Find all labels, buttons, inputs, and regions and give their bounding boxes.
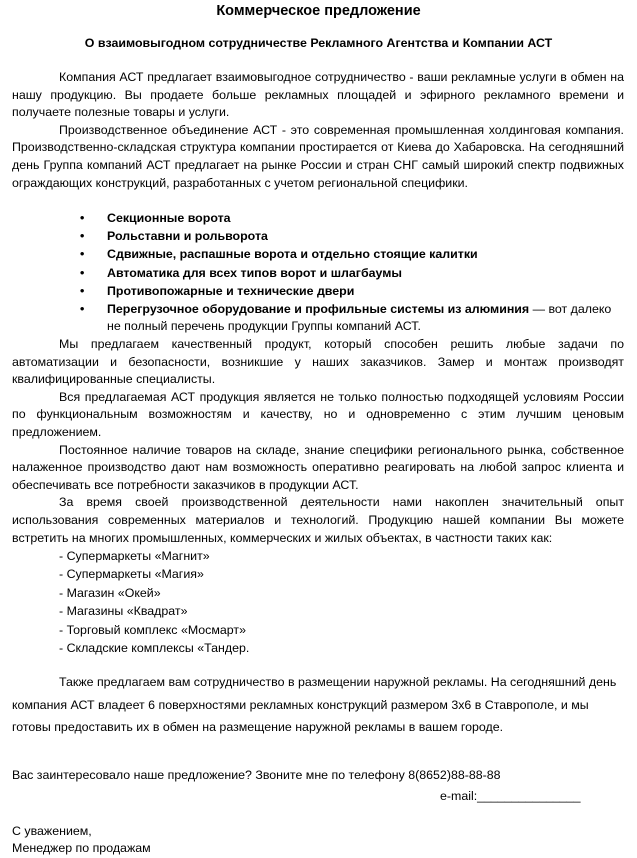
contact-email-line: e-mail:_______________ [440, 789, 581, 803]
bullet-icon: • [80, 265, 85, 280]
body-section [12, 336, 624, 547]
product-item: • Противопожарные и технические двери [12, 282, 624, 300]
product-item: • Сдвижные, распашные ворота и отдельно стоящие калитки [12, 245, 624, 263]
bullet-icon: • [80, 229, 85, 244]
intro-paragraph-2: Производственное объединение АСТ - это современная промышленная холдинговая компания. Производственно-складская структура компании простирается от Киева до Хабаровска. На сегодняшний день Группа компаний АСТ предлагает на рынке России и стран СНГ самый широкий спектр подвижных ограждающих конструкций, разработанных с учетом региональной специфики. [12, 122, 624, 190]
bullet-icon: • [80, 247, 85, 262]
bullet-icon: • [80, 283, 85, 298]
product-item: • Секционные ворота [12, 209, 624, 227]
signature-position: Менеджер по продажам [12, 841, 151, 855]
product-list [12, 209, 624, 318]
document-title: Коммерческое предложение [216, 3, 421, 19]
client-item: - Супермаркеты «Магия» [59, 567, 204, 582]
product-list-tail: — вот далеко [529, 302, 612, 317]
bullet-icon: • [80, 302, 85, 317]
signature-regards: С уважением, [12, 824, 92, 838]
bullet-icon: • [80, 211, 85, 225]
body-paragraph-4: Вся предлагаемая АСТ продукция является не только полностью подходящей условиям России по функциональным возможностям и качеству, но и одновременно с этим лучшим ценовым предложением. [12, 389, 624, 439]
outdoor-advertising-paragraph: Также предлагаем вам сотрудничество в размещении наружной рекламы. На сегодняшний день компания АСТ владеет 6 поверхностями рекламных конструкций размером 3х6 в Ставрополе, и мы готовы предоставить их в обмен на размещение наружной рекламы в вашем городе. [12, 675, 617, 734]
intro-paragraph-1: Компания АСТ предлагает взаимовыгодное сотрудничество - ваши рекламные услуги в обмен на нашу продукцию. Вы продаете больше рекламных площадей и эфирного рекламного времени и получаете полезные товары и услуги. [12, 70, 624, 120]
product-item: • Перегрузочное оборудование и профильные системы из алюминия — вот далеко [12, 300, 624, 318]
document-subtitle: О взаимовыгодном сотрудничестве Рекламного Агентства и Компании АСТ [84, 36, 553, 50]
client-item: - Супермаркеты «Магнит» [59, 549, 210, 563]
intro-section [12, 69, 624, 192]
client-list [59, 547, 249, 657]
body-paragraph-3: Мы предлагаем качественный продукт, который способен решить любые задачи по автоматизации и безопасности, возникшие у наших заказчиков. Замер и монтаж производят квалифицированные специалисты. [12, 337, 624, 387]
body-paragraph-5: Постоянное наличие товаров на складе, знание специфики регионального рынка, собственное налаженное производство дают нам возможность оперативно реагировать на любой запрос клиента и обеспечивать все потребности заказчиков в продукции АСТ. [12, 442, 624, 492]
product-item: • Рольставни и рольворота [12, 227, 624, 245]
client-item: - Магазин «Окей» [59, 585, 161, 600]
product-list-continuation: не полный перечень продукции Группы компаний АСТ. [107, 319, 421, 333]
contact-phone-line: Вас заинтересовало наше предложение? Звоните мне по телефону 8(8652)88-88-88 [12, 768, 501, 782]
product-item: • Автоматика для всех типов ворот и шлагбаумы [12, 264, 624, 282]
client-item: - Магазины «Квадрат» [59, 604, 188, 619]
body-paragraph-6: За время своей производственной деятельности нами накоплен значительный опыт использования современных материалов и технологий. Продукцию нашей компании Вы можете встретить на многих промышленных, коммерческих и жилых объектах, в частности таких как: [12, 495, 624, 545]
client-item: - Складские комплексы «Тандер. [59, 641, 250, 656]
client-item: - Торговый комплекс «Мосмарт» [59, 622, 246, 637]
